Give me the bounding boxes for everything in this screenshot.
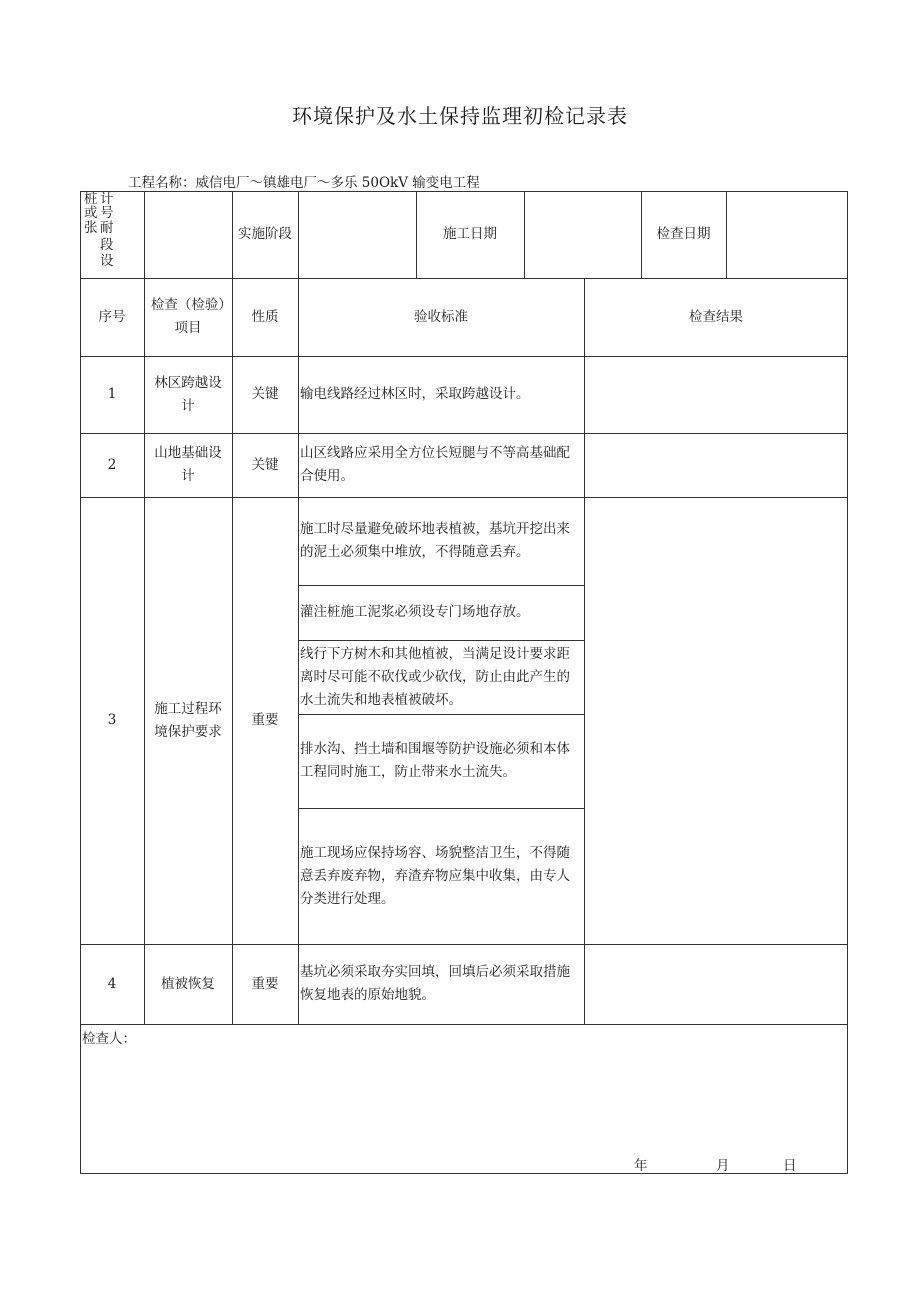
stake-char: 计 <box>100 191 114 207</box>
stage-label: 实施阶段 <box>238 226 292 242</box>
row-nature: 重要 <box>251 712 279 728</box>
rule <box>80 1024 848 1025</box>
row-item: 林区跨越设计 <box>154 374 222 414</box>
row-seq: 1 <box>107 386 117 402</box>
inspection-date-value[interactable] <box>726 191 848 278</box>
sign-day-label: 日 <box>783 1158 797 1174</box>
row-standard: 排水沟、挡土墙和围堰等防护设施必须和本体工程同时施工，防止带来水土流失。 <box>300 741 570 780</box>
row-item: 山地基础设计 <box>154 445 222 484</box>
row-standard: 输电线路经过林区时，采取跨越设计。 <box>300 386 530 402</box>
inspection-date-label: 检查日期 <box>656 226 711 242</box>
row-standard: 施工现场应保持场容、场貌整洁卫生，不得随意丢弃废弃物，弃渣弃物应集中收集，由专人分类进行处理。 <box>300 844 570 907</box>
construction-date-label: 施工日期 <box>443 226 497 242</box>
stage-value[interactable] <box>298 191 416 278</box>
row-seq: 2 <box>107 456 117 473</box>
row-item: 施工过程环境保护要求 <box>154 700 222 740</box>
row-standard: 施工时尽量避免破坏地表植被，基坑开挖出来的泥土必须集中堆放，不得随意丢弃。 <box>300 521 570 560</box>
inspector-label: 检查人： <box>82 1031 136 1047</box>
header-result: 检查结果 <box>689 308 743 325</box>
stake-value[interactable] <box>144 191 232 278</box>
sign-month-label: 月 <box>716 1158 730 1174</box>
row-standard: 线行下方树木和其他植被，当满足设计要求距离时尽可能不砍伐或少砍伐，防止由此产生的水土流失和地表植被破坏。 <box>300 645 570 708</box>
row-result[interactable] <box>584 944 848 1024</box>
stake-char: 段 <box>100 237 114 253</box>
inspector-signature-area[interactable] <box>81 1046 847 1146</box>
row-result[interactable] <box>584 497 848 944</box>
stake-char: 设 <box>100 253 114 269</box>
stake-char: 号 <box>100 205 114 221</box>
construction-date-value[interactable] <box>524 191 641 278</box>
row-standard: 灌注桩施工泥浆必须设专门场地存放。 <box>300 604 530 620</box>
header-standard: 验收标准 <box>414 308 468 325</box>
stake-char: 或 <box>84 205 98 221</box>
stake-char: 桩 <box>84 191 98 207</box>
row-nature: 重要 <box>251 975 279 992</box>
row-nature: 关键 <box>251 386 279 402</box>
row-seq: 3 <box>107 712 117 728</box>
row-standard: 基坑必须采取夯实回填，回填后必须采取措施恢复地表的原始地貌。 <box>300 964 570 1003</box>
stake-char: 耐 <box>100 220 114 236</box>
row-result[interactable] <box>584 356 848 433</box>
row-item: 植被恢复 <box>161 975 215 992</box>
sign-year-label: 年 <box>634 1158 648 1174</box>
stake-char: 张 <box>84 220 98 236</box>
stake-label <box>80 192 144 278</box>
row-standard: 山区线路应采用全方位长短腿与不等高基础配合使用。 <box>300 445 570 484</box>
header-item: 检查（检验）项目 <box>150 297 226 336</box>
row-result[interactable] <box>584 433 848 497</box>
row-seq: 4 <box>107 975 117 992</box>
document-title: 环境保护及水土保持监理初检记录表 <box>292 104 628 128</box>
row-nature: 关键 <box>251 456 279 473</box>
project-name: 工程名称：威信电厂～镇雄电厂～多乐 50OkV 输变电工程 <box>128 175 480 191</box>
header-seq: 序号 <box>98 308 126 325</box>
header-nature: 性质 <box>251 308 279 325</box>
